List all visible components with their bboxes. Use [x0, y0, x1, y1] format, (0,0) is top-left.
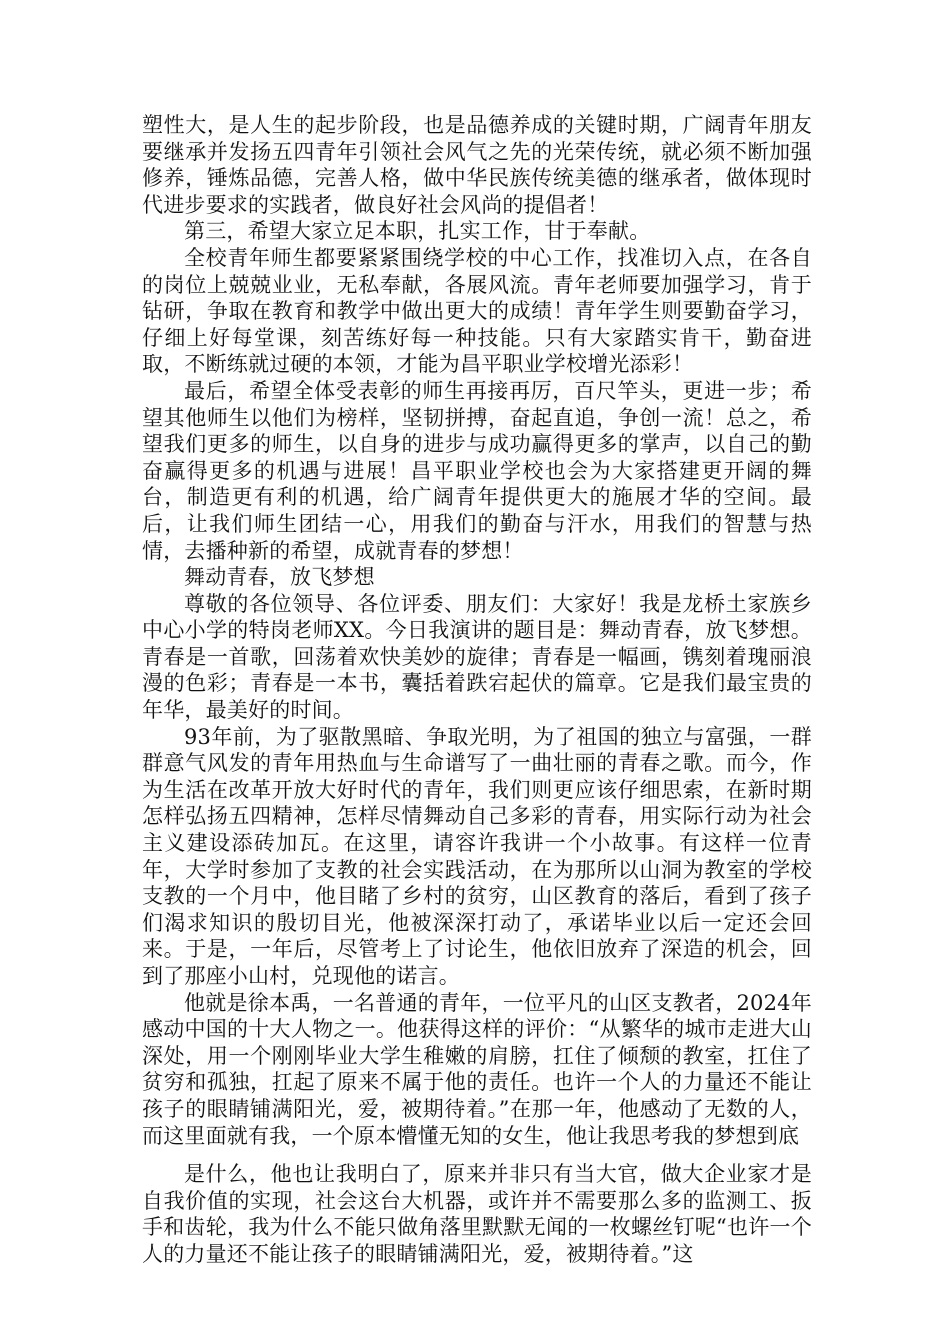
paragraph-1: 塑性大，是人生的起步阶段，也是品德养成的关键时期，广阔青年朋友要继承并发扬五四青年引领社会风气之先的光荣传统，就必须不断加强修养，锤炼品德，完善人格，做中华民族传统美德的继承者，做体现时代进步要求的实践者，做良好社会风尚的提倡者！	[142, 113, 812, 217]
paragraph-2: 第三，希望大家立足本职，扎实工作，甘于奉献。	[184, 219, 651, 244]
document-body	[142, 112, 812, 1268]
paragraph-8: 他就是徐本禹，一名普通的青年，一位平凡的山区支教者，2024年感动中国的十大人物之一。他获得这样的评价：“从繁华的城市走进大山深处，用一个刚刚毕业大学生稚嫩的肩膀，扛住了倾颓的教室，扛住了贫穷和孤独，扛起了原来不属于他的责任。也许一个人的力量还不能让孩子的眼睛铺满阳光，爱，被期待着。”在那一年，他感动了无数的人，而这里面就有我，一个原本懵懂无知的女生，他让我思考我的梦想到底	[142, 990, 812, 1148]
paragraph-6: 尊敬的各位领导、各位评委、朋友们：大家好！我是龙桥土家族乡中心小学的特岗老师XX。今日我演讲的题目是：舞动青春，放飞梦想。青春是一首歌，回荡着欢快美妙的旋律；青春是一幅画，镌刻着瑰丽浪漫的色彩；青春是一本书，囊括着跌宕起伏的篇章。它是我们最宝贵的年华，最美好的时间。	[142, 591, 812, 723]
speech-title: 舞动青春，放飞梦想	[184, 565, 375, 590]
paragraph-9: 是什么，他也让我明白了，原来并非只有当大官，做大企业家才是自我价值的实现，社会这台大机器，或许并不需要那么多的监测工、扳手和齿轮，我为什么不能只做角落里默默无闻的一枚螺丝钉呢“也许一个人的力量还不能让孩子的眼睛铺满阳光，爱，被期待着。”这	[142, 1162, 812, 1266]
paragraph-7: 93年前，为了驱散黑暗、争取光明，为了祖国的独立与富强，一群群意气风发的青年用热血与生命谱写了一曲壮丽的青春之歌。而今，作为生活在改革开放大好时代的青年，我们则更应该仔细思索，在新时期怎样弘扬五四精神，怎样尽情舞动自己多彩的青春，用实际行动为社会主义建设添砖加瓦。在这里，请容许我讲一个小故事。有这样一位青年，大学时参加了支教的社会实践活动，在为那所以山洞为教室的学校支教的一个月中，他目睹了乡村的贫穷，山区教育的落后，看到了孩子们渴求知识的殷切目光，他被深深打动了，承诺毕业以后一定还会回来。于是，一年后，尽管考上了讨论生，他依旧放弃了深造的机会，回到了那座小山村，兑现他的诺言。	[142, 724, 812, 988]
paragraph-3: 全校青年师生都要紧紧围绕学校的中心工作，找准切入点，在各自的岗位上兢兢业业，无私奉献，各展风流。青年老师要加强学习，肯于钻研，争取在教育和教学中做出更大的成绩！青年学生则要勤奋学习，仔细上好每堂课，刻苦练好每一种技能。只有大家踏实肯干，勤奋进取，不断练就过硬的本领，才能为昌平职业学校增光添彩！	[142, 245, 812, 377]
paragraph-4: 最后，希望全体受表彰的师生再接再厉，百尺竿头，更进一步；希望其他师生以他们为榜样，坚韧拼搏，奋起直追，争创一流！总之，希望我们更多的师生，以自身的进步与成功赢得更多的掌声，以自己的勤奋赢得更多的机遇与进展！昌平职业学校也会为大家搭建更开阔的舞台，制造更有利的机遇，给广阔青年提供更大的施展才华的空间。最后，让我们师生团结一心，用我们的勤奋与汗水，用我们的智慧与热情，去播种新的希望，成就青春的梦想！	[142, 378, 812, 563]
